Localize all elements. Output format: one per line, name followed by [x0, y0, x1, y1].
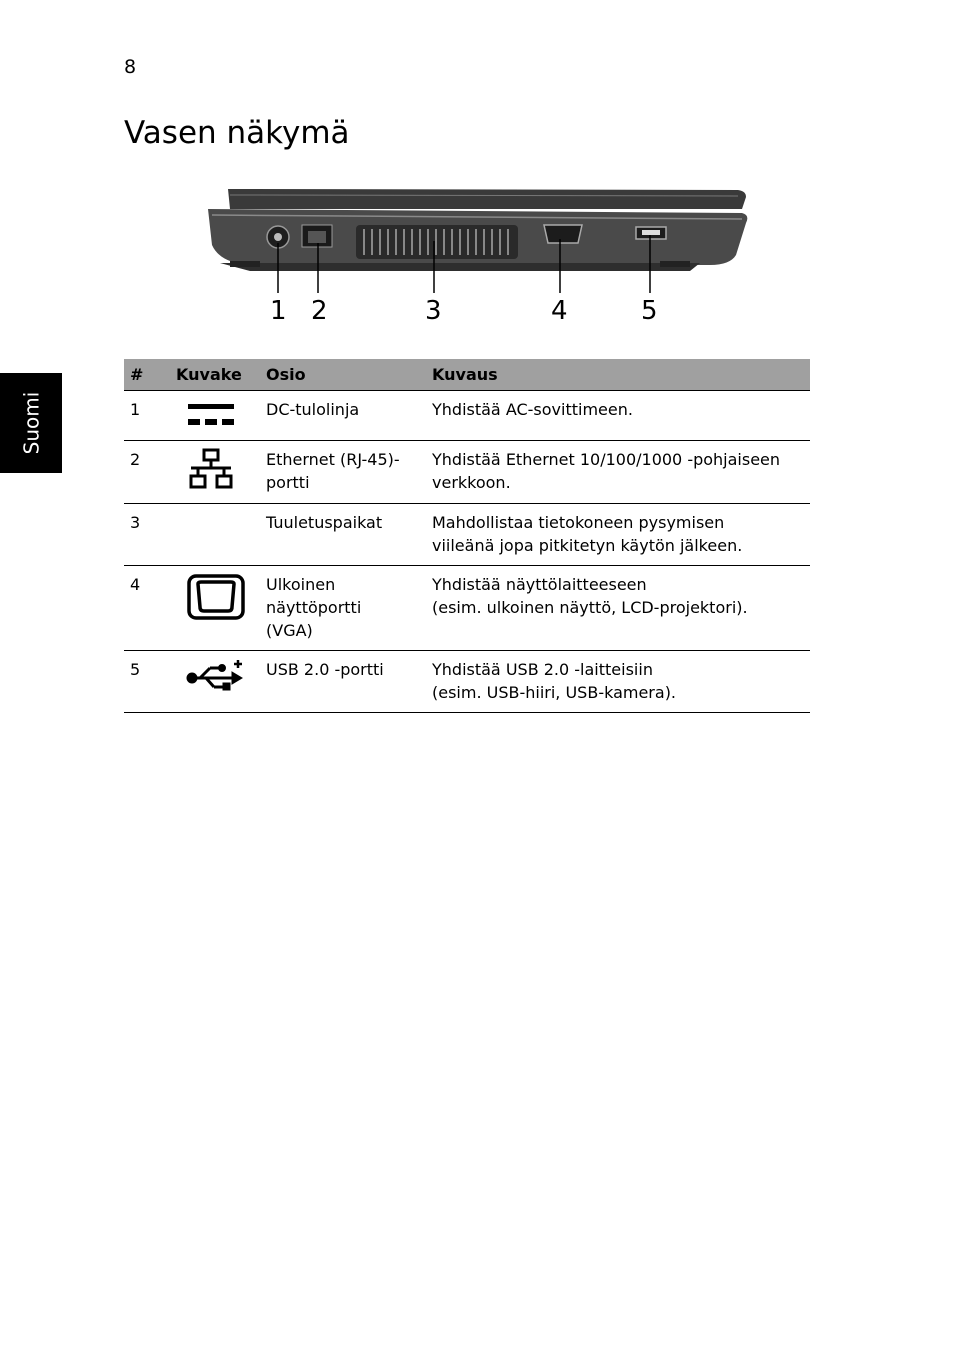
table-row — [124, 651, 810, 713]
ethernet-icon — [186, 448, 236, 492]
row-number: 4 — [124, 566, 170, 651]
header-number: # — [124, 359, 170, 391]
usb-icon — [186, 658, 248, 694]
vga-port-icon — [186, 573, 246, 621]
row-number: 2 — [124, 441, 170, 504]
description-line: viileänä jopa pitkitetyn käytön jälkeen. — [432, 536, 743, 555]
row-description — [426, 566, 810, 651]
callout-3: 3 — [425, 296, 442, 326]
header-icon: Kuvake — [170, 359, 260, 391]
row-description — [426, 504, 810, 566]
page-title: Vasen näkymä — [124, 115, 350, 151]
row-description — [426, 651, 810, 713]
description-line: (esim. ulkoinen näyttö, LCD-projektori). — [432, 598, 748, 617]
row-description — [426, 441, 810, 504]
row-component: Ethernet (RJ-45)- portti — [260, 441, 426, 504]
row-component: USB 2.0 -portti — [260, 651, 426, 713]
table-row — [124, 391, 810, 441]
row-number: 3 — [124, 504, 170, 566]
header-description: Kuvaus — [426, 359, 810, 391]
row-component: Tuuletuspaikat — [260, 504, 426, 566]
language-label: Suomi — [19, 391, 43, 455]
description-line: verkkoon. — [432, 473, 511, 492]
row-number: 1 — [124, 391, 170, 441]
header-component: Osio — [260, 359, 426, 391]
page-number: 8 — [124, 56, 137, 78]
callout-1: 1 — [270, 296, 287, 326]
dc-power-icon — [186, 398, 236, 432]
table-row — [124, 441, 810, 504]
callout-4: 4 — [551, 296, 568, 326]
ports-table — [124, 359, 810, 713]
description-line: Yhdistää Ethernet 10/100/1000 -pohjaiseen — [432, 450, 781, 469]
table-row — [124, 504, 810, 566]
description-line: Yhdistää USB 2.0 -laitteisiin — [432, 660, 653, 679]
table-row — [124, 566, 810, 651]
description-line: (esim. USB-hiiri, USB-kamera). — [432, 683, 677, 702]
row-component: DC-tulolinja — [260, 391, 426, 441]
row-number: 5 — [124, 651, 170, 713]
description-line: Yhdistää AC-sovittimeen. — [432, 400, 633, 419]
row-component: Ulkoinen näyttöportti (VGA) — [260, 566, 426, 651]
row-description — [426, 391, 810, 441]
empty-icon-cell — [170, 504, 260, 566]
table-header-row — [124, 359, 810, 391]
language-side-tab — [0, 373, 62, 473]
callout-5: 5 — [641, 296, 658, 326]
callout-2: 2 — [311, 296, 328, 326]
description-line: Mahdollistaa tietokoneen pysymisen — [432, 513, 725, 532]
description-line: Yhdistää näyttölaitteeseen — [432, 575, 647, 594]
